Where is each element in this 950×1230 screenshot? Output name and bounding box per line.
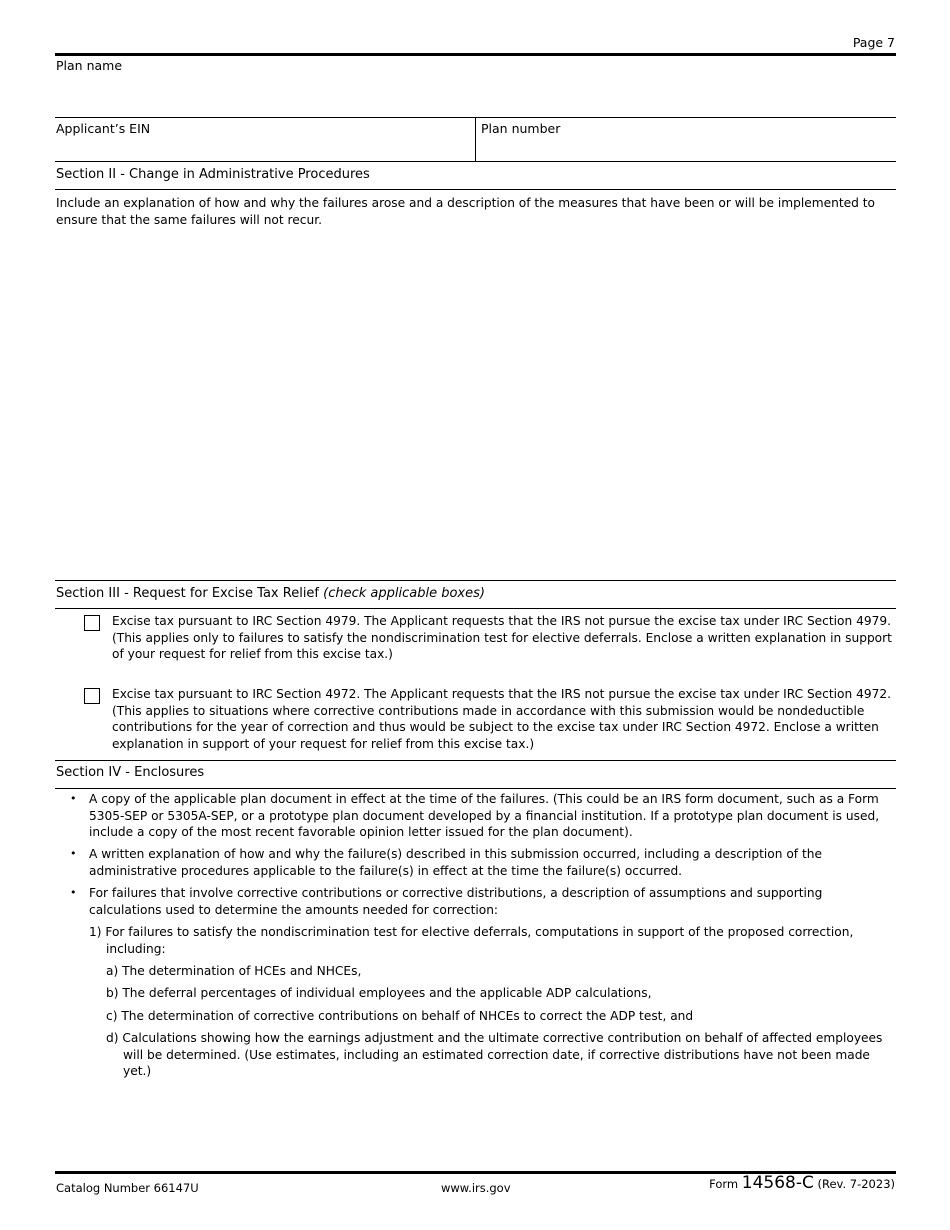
excise-4979-text: Excise tax pursuant to IRC Section 4979. The Applicant requests that the IRS not pursue the excise tax under IRC Section 4979. (This applies only to failures to satisfy the nondiscrimination test for elective deferrals. Enclose a written explanation in support of your request for relief from this excise tax.) xyxy=(112,614,892,661)
top-rule xyxy=(55,53,896,56)
plan-number-label: Plan number xyxy=(481,121,561,136)
excise-4972-checkbox[interactable] xyxy=(84,688,100,704)
section-3-rule xyxy=(55,608,896,609)
plan-name-label: Plan name xyxy=(56,58,123,73)
section-2-instructions: Include an explanation of how and why the failures arose and a description of the measures that have been or will be implemented to ensure that the same failures will not recur. xyxy=(56,196,875,227)
numbered-item-1: 1) For failures to satisfy the nondiscrimination test for elective deferrals, computations in support of the proposed correction, including: xyxy=(89,925,854,956)
section-3-title-text: Section III - Request for Excise Tax Relief xyxy=(56,586,320,601)
section-3-title-note: (check applicable boxes) xyxy=(323,586,485,601)
section-2-response-area[interactable] xyxy=(55,232,896,577)
section-2-title: Section II - Change in Administrative Procedures xyxy=(56,167,370,182)
sub-item-c: c) The determination of corrective contributions on behalf of NHCEs to correct the ADP test, and xyxy=(106,1009,694,1023)
excise-4972-text: Excise tax pursuant to IRC Section 4972. The Applicant requests that the IRS not pursue the excise tax under IRC Section 4972. (This applies to situations where corrective contributions made in accordance with this submission would be nondeductible contributions for the year of correction and thus would be subject to the excise tax under IRC Section 4972. Enclose a written explanation in support of your request for relief from this excise tax.) xyxy=(112,687,891,751)
form-number: 14568-C xyxy=(741,1173,814,1193)
catalog-number: Catalog Number 66147U xyxy=(56,1181,199,1195)
plan-number-field[interactable] xyxy=(477,137,895,160)
enclosure-bullet-2-text: A written explanation of how and why the failure(s) described in this submission occurred, including a description of the administrative procedures applicable to the failure(s) in effect at the time the failure(s) occurred. xyxy=(89,847,822,878)
section-4-title: Section IV - Enclosures xyxy=(56,765,205,780)
section-3-top-rule xyxy=(55,580,896,581)
section-3-title xyxy=(56,586,485,602)
sub-item-b: b) The deferral percentages of individual employees and the applicable ADP calculations, xyxy=(106,986,652,1000)
ein-field[interactable] xyxy=(55,137,474,160)
bullet-icon: • xyxy=(70,886,77,899)
ein-label: Applicant’s EIN xyxy=(56,121,151,136)
website-link[interactable]: www.irs.gov xyxy=(441,1181,511,1195)
sub-item-a: a) The determination of HCEs and NHCEs, xyxy=(106,964,362,978)
sub-item-d: d) Calculations showing how the earnings adjustment and the ultimate corrective contribution on behalf of affected employees will be determined. (Use estimates, including an estimated correction date, if corrective distributions have not been made yet.) xyxy=(106,1031,883,1078)
bullet-icon: • xyxy=(70,847,77,860)
enclosure-bullet-3-text: For failures that involve corrective contributions or corrective distributions, a description of assumptions and supporting calculations used to determine the amounts needed for correction: xyxy=(89,886,823,917)
section-2-rule xyxy=(55,189,896,190)
excise-4979-checkbox[interactable] xyxy=(84,615,100,631)
enclosure-bullet-1-text: A copy of the applicable plan document in effect at the time of the failures. (This could be an IRS form document, such as a Form 5305-SEP or 5305A-SEP, or a prototype plan document developed by a financial institution. If a prototype plan document is used, include a copy of the most recent favorable opinion letter issued for the plan document). xyxy=(89,792,880,839)
bullet-icon: • xyxy=(70,792,77,805)
form-revision: (Rev. 7-2023) xyxy=(817,1177,895,1191)
form-id xyxy=(709,1175,895,1192)
section-4-top-rule xyxy=(55,760,896,761)
ein-rule xyxy=(55,161,896,162)
field-divider xyxy=(475,117,476,161)
plan-name-field[interactable] xyxy=(55,74,896,116)
form-prefix: Form xyxy=(709,1177,739,1191)
section-4-rule xyxy=(55,788,896,789)
page-number: Page 7 xyxy=(852,35,895,50)
